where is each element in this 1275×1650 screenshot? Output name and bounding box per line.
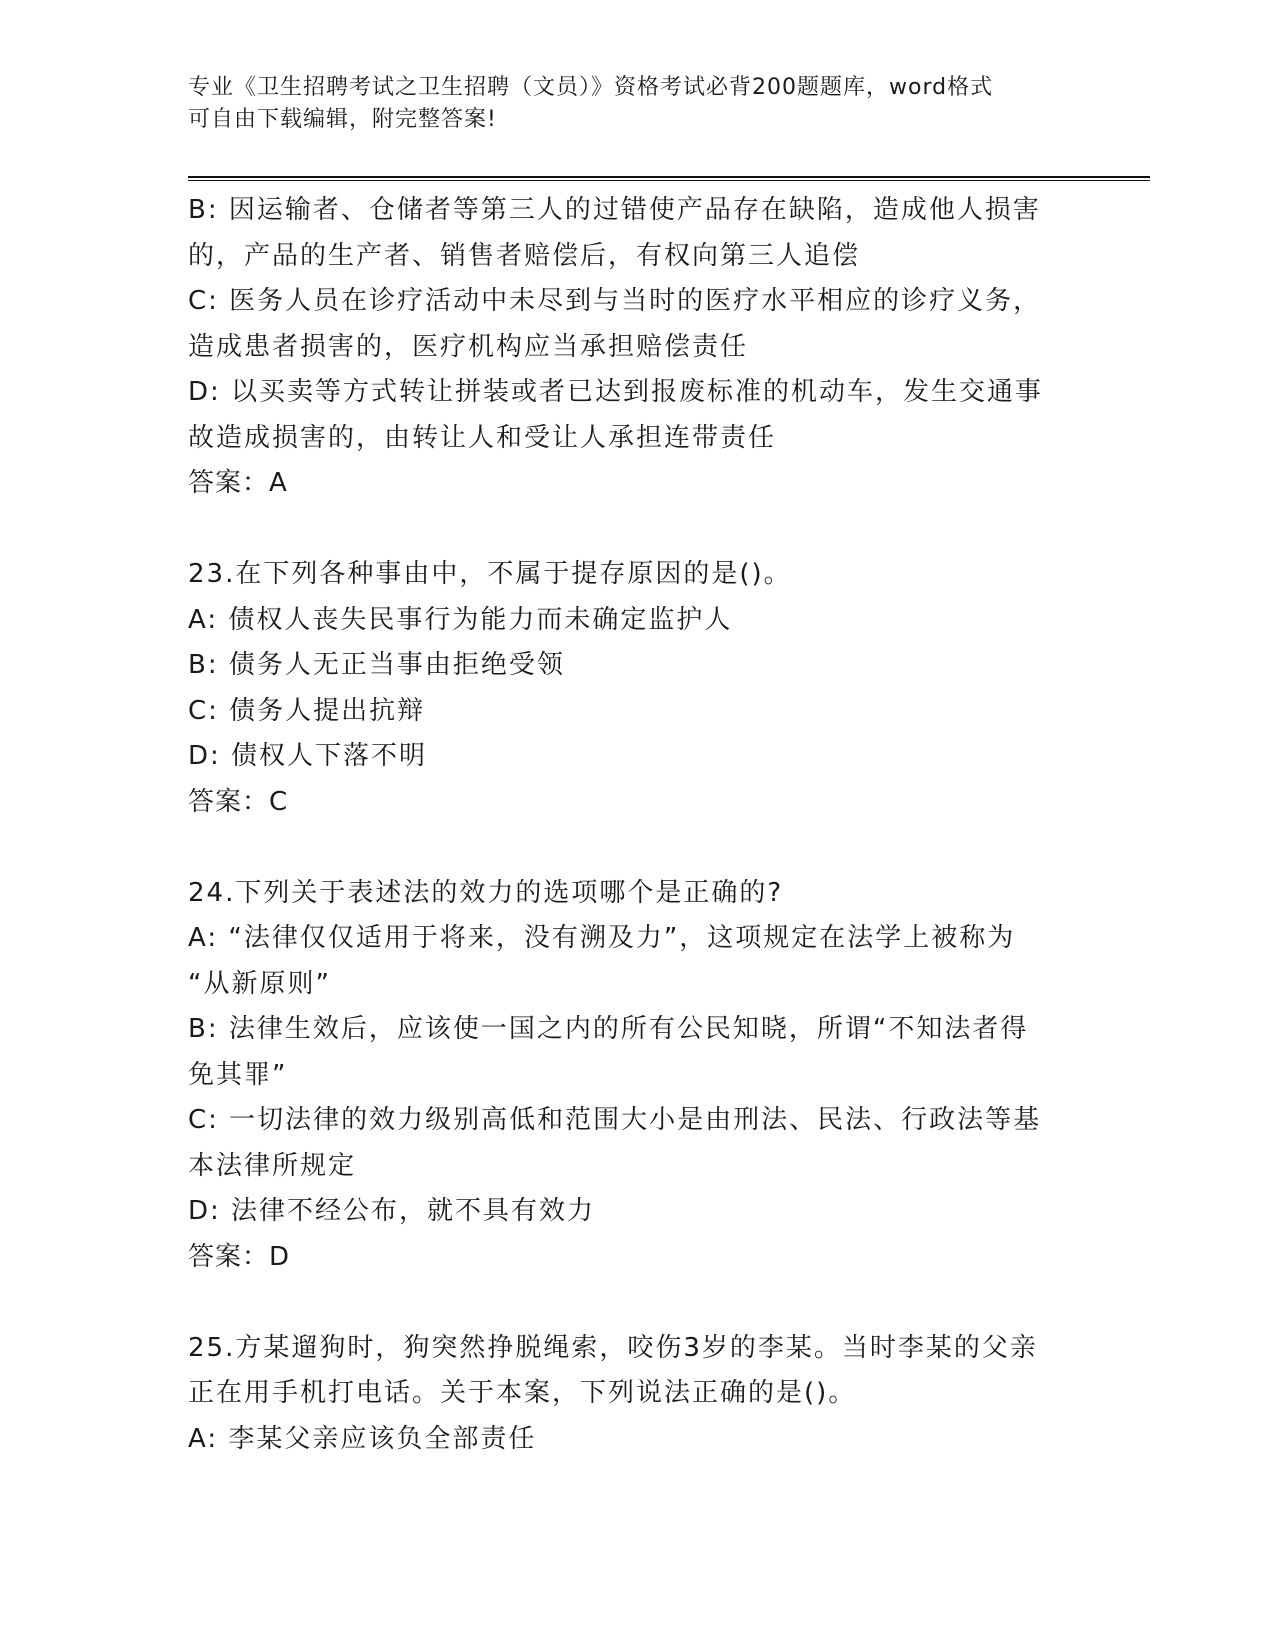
q25-option-a: A: 李某父亲应该负全部责任	[188, 1423, 537, 1454]
q24-option-a-line-1: A: “法律仅仅适用于将来，没有溯及力”，这项规定在法学上被称为	[188, 923, 1016, 953]
header-divider	[188, 176, 1150, 181]
q24-option-d: D: 法律不经公布，就不具有效力	[188, 1196, 596, 1226]
q23-option-c: C: 债务人提出抗辩	[188, 695, 426, 726]
q22-option-c-line-2: 造成患者损害的，医疗机构应当承担赔偿责任	[188, 331, 749, 362]
q25-stem-line-1: 25.方某遛狗时，狗突然挣脱绳索，咬伤3岁的李某。当时李某的父亲	[188, 1332, 1038, 1363]
q24-stem: 24.下列关于表述法的效力的选项哪个是正确的?	[188, 877, 784, 908]
q23-stem: 23.在下列各种事由中，不属于提存原因的是()。	[188, 559, 792, 589]
q25-stem-line-2: 正在用手机打电话。关于本案，下列说法正确的是()。	[188, 1378, 857, 1408]
q24-option-c-line-2: 本法律所规定	[188, 1150, 357, 1181]
q22-answer: 答案：A	[188, 468, 288, 498]
q24-answer: 答案：D	[188, 1241, 291, 1272]
q24-option-c-line-1: C: 一切法律的效力级别高低和范围大小是由刑法、民法、行政法等基	[188, 1105, 1042, 1135]
q22-option-d-line-1: D: 以买卖等方式转让拼装或者已达到报废标准的机动车，发生交通事	[188, 377, 1044, 407]
q24-option-b-line-1: B: 法律生效后，应该使一国之内的所有公民知晓，所谓“不知法者得	[188, 1014, 1029, 1044]
q22-option-d-line-2: 故造成损害的，由转让人和受让人承担连带责任	[188, 422, 777, 453]
q22-option-b-line-1: B: 因运输者、仓储者等第三人的过错使产品存在缺陷，造成他人损害	[188, 195, 1041, 225]
header-title-line-1: 专业《卫生招聘考试之卫生招聘（文员）》资格考试必背200题题库，word格式	[188, 75, 994, 100]
q23-option-d: D: 债权人下落不明	[188, 741, 428, 771]
q24-option-b-line-2: 免其罪”	[188, 1059, 288, 1090]
question-content	[188, 188, 1068, 1462]
q22-option-b-line-2: 的，产品的生产者、销售者赔偿后，有权向第三人追偿	[188, 240, 861, 271]
q22-option-c-line-1: C: 医务人员在诊疗活动中未尽到与当时的医疗水平相应的诊疗义务，	[188, 286, 1042, 316]
spacer	[188, 1280, 1068, 1326]
q23-option-b: B: 债务人无正当事由拒绝受领	[188, 650, 565, 680]
spacer	[188, 825, 1068, 871]
q23-option-a: A: 债权人丧失民事行为能力而未确定监护人	[188, 604, 733, 635]
spacer	[188, 507, 1068, 553]
q23-answer: 答案：C	[188, 786, 289, 817]
header-title-line-2: 可自由下载编辑，附完整答案!	[188, 107, 497, 132]
q24-option-a-line-2: “从新原则”	[188, 968, 331, 999]
document-header	[188, 72, 1088, 136]
